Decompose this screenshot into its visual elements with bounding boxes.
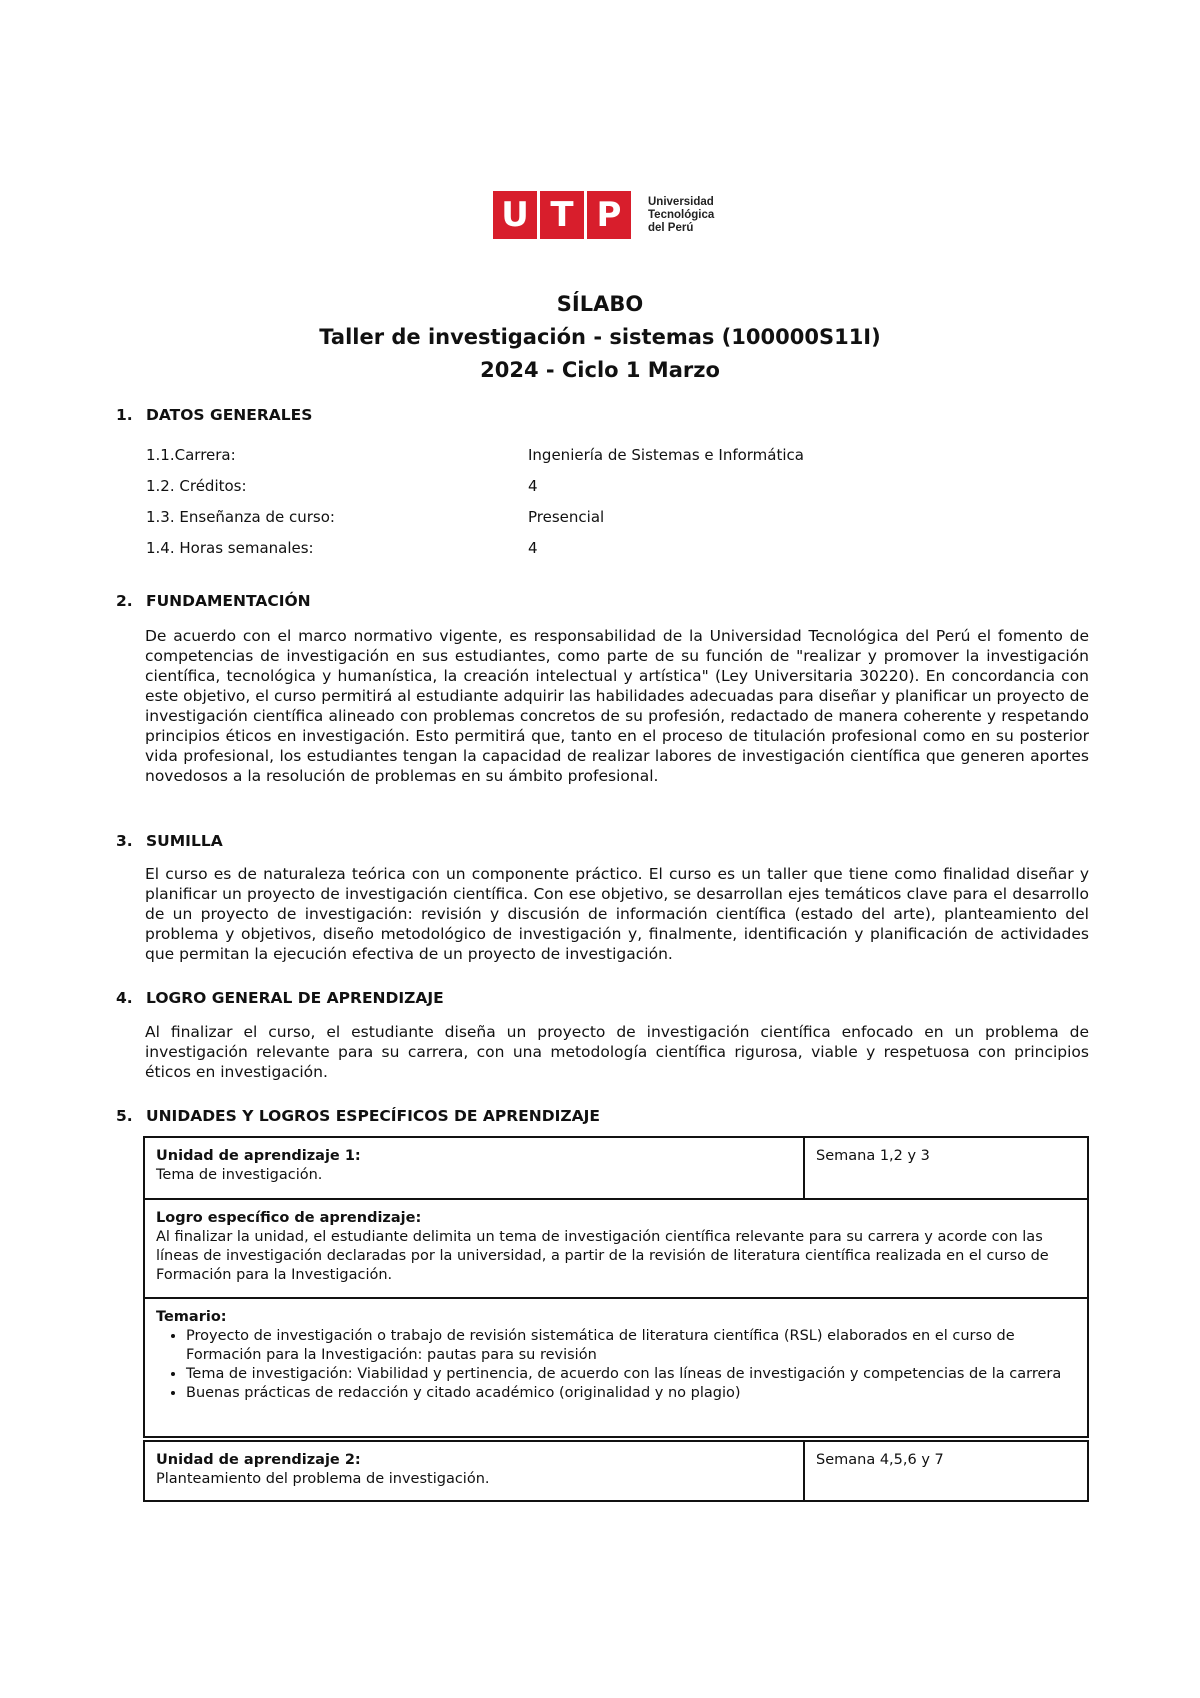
logo-letter-t: T — [540, 191, 584, 239]
datos-row-horas: 1.4. Horas semanales: 4 — [146, 539, 538, 557]
unidad-1-weeks: Semana 1,2 y 3 — [816, 1148, 930, 1164]
document-title — [0, 288, 1200, 387]
unidad-2-header-row — [145, 1442, 1087, 1500]
unidad-1-logro-cell — [145, 1200, 1087, 1297]
unidad-2-table — [143, 1440, 1089, 1502]
utp-logo — [493, 191, 714, 239]
logo-letter-p: P — [587, 191, 631, 239]
unidad-1-logro-row — [145, 1200, 1087, 1299]
title-cycle: 2024 - Ciclo 1 Marzo — [480, 358, 720, 382]
logro-general-text: Al finalizar el curso, el estudiante diseña un proyecto de investigación científica enfocado en un problema de investigación relevante para su carrera, con una metodología científica rigurosa, viable y respetuosa con principios éticos en investigación. — [145, 1023, 1089, 1081]
unidad-1-title: Unidad de aprendizaje 1: — [156, 1148, 361, 1164]
title-silabo: SÍLABO — [556, 292, 644, 316]
datos-row-creditos: 1.2. Créditos: 4 — [146, 477, 538, 495]
unidad-1-temario-title: Temario: — [156, 1309, 227, 1325]
section-heading-logro-general: 4. LOGRO GENERAL DE APRENDIZAJE — [116, 989, 444, 1007]
unidad-1-table — [143, 1136, 1089, 1438]
logo-letter-u: U — [493, 191, 537, 239]
sumilla-text: El curso es de naturaleza teórica con un componente práctico. El curso es un taller que tiene como finalidad diseñar y planificar un proyecto de investigación científica. Con ese objetivo, se desarrollan ejes temáticos clave para el desarrollo de un proyecto de investigación: revisión y discusión de información científica (estado del arte), planteamiento del problema y objetivos, diseño metodológico de investigación y, finalmente, identificación y planificación de actividades que permitan la ejecución efectiva de un proyecto de investigación. — [145, 865, 1089, 963]
unidad-1-subtitle: Tema de investigación. — [156, 1167, 323, 1183]
section-heading-sumilla: 3. SUMILLA — [116, 832, 223, 850]
logo-university-name: Universidad Tecnológica del Perú — [648, 195, 715, 234]
temario-item: • Tema de investigación: Viabilidad y pertinencia, de acuerdo con las líneas de investigación y competencias de la carrera — [186, 1365, 1076, 1384]
unidad-2-weeks: Semana 4,5,6 y 7 — [816, 1452, 944, 1468]
unidad-2-title: Unidad de aprendizaje 2: — [156, 1452, 361, 1468]
unidad-1-temario-row — [145, 1299, 1087, 1436]
section-heading-datos-generales: 1. DATOS GENERALES — [116, 406, 313, 424]
unidad-2-title-cell — [145, 1442, 805, 1500]
unidad-1-title-cell — [145, 1138, 805, 1198]
unidad-1-logro-text: Al finalizar la unidad, el estudiante delimita un tema de investigación científica relevante para su carrera y acorde con las líneas de investigación declaradas por la universidad, a partir de la revisión de literatura científica realizada en el curso de Formación para la Investigación. — [156, 1229, 1049, 1283]
datos-row-carrera: 1.1.Carrera: Ingeniería de Sistemas e Informática — [146, 446, 804, 464]
fundamentacion-text: De acuerdo con el marco normativo vigente, es responsabilidad de la Universidad Tecnológica del Perú el fomento de competencias de investigación en sus estudiantes, como parte de su función de "realizar y promover la investigación científica, tecnológica y humanística, la creación intelectual y artística" (Ley Universitaria 30220). En concordancia con este objetivo, el curso permitirá al estudiante adquirir las habilidades adecuadas para diseñar y planificar un proyecto de investigación científica alineado con problemas concretos de su profesión, redactado de manera coherente y respetando principios éticos en investigación. Esto permitirá que, tanto en el proceso de titulación profesional como en su posterior vida profesional, los estudiantes tengan la capacidad de realizar labores de investigación científica que generen aportes novedosos a la resolución de problemas en su ámbito profesional. — [145, 627, 1089, 785]
unidad-1-logro-title: Logro específico de aprendizaje: — [156, 1210, 422, 1226]
datos-row-ensenanza: 1.3. Enseñanza de curso: Presencial — [146, 508, 605, 526]
unidad-2-subtitle: Planteamiento del problema de investigación. — [156, 1471, 490, 1487]
unidad-1-temario-cell — [145, 1299, 1087, 1436]
unidad-1-temario-list — [156, 1327, 1076, 1403]
section-heading-unidades: 5. UNIDADES Y LOGROS ESPECÍFICOS DE APRENDIZAJE — [116, 1107, 600, 1125]
unidad-1-header-row — [145, 1138, 1087, 1200]
temario-item: • Proyecto de investigación o trabajo de revisión sistemática de literatura científica (RSL) elaborados en el curso de Formación para la Investigación: pautas para su revisión — [186, 1327, 1076, 1365]
section-heading-fundamentacion: 2. FUNDAMENTACIÓN — [116, 592, 311, 610]
title-course: Taller de investigación - sistemas (100000S11I) — [319, 325, 881, 349]
temario-item: • Buenas prácticas de redacción y citado académico (originalidad y no plagio) — [186, 1384, 1076, 1403]
